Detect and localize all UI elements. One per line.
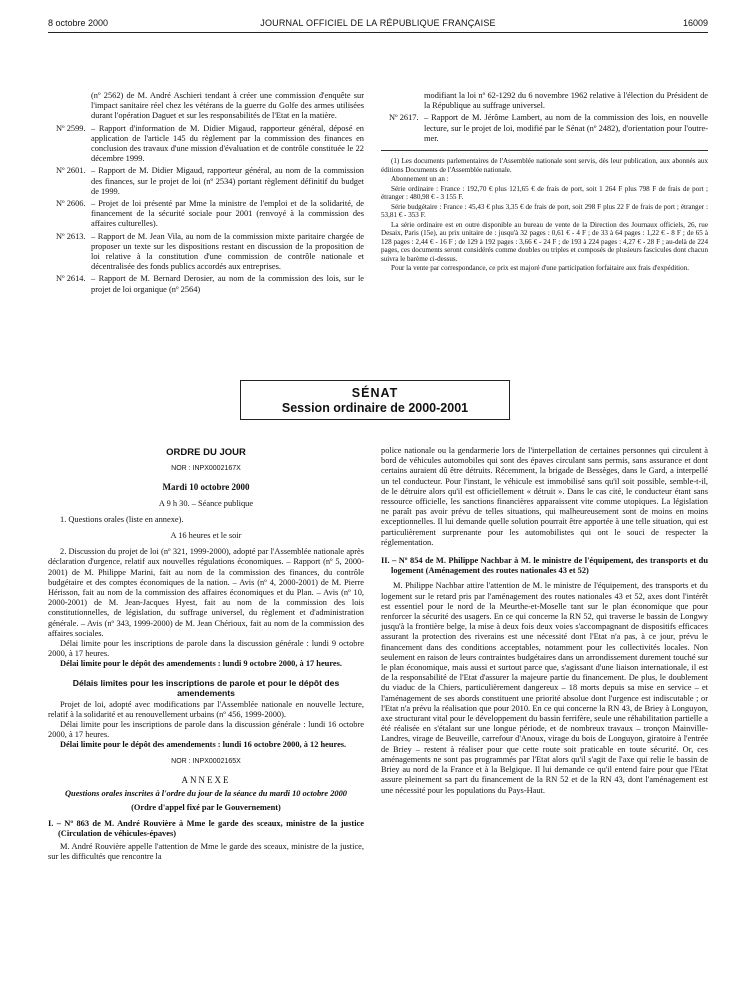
document-entry [48,274,364,294]
footnote-paragraph: Série budgétaire : France : 45,43 € plus 3,35 € de frais de port, soit 298 F plus 22 F de frais de port ; étranger : 53,81 € - 353 F. [381,202,708,220]
deadline-text: Délai limite pour le dépôt des amendements : lundi 9 octobre 2000, à 17 heures. [60,659,342,669]
page-number: 16009 [682,18,708,28]
entry-text: – Rapport de M. Didier Migaud, rapporteur général, au nom de la commission des finances, sur le projet de loi (nº 2534) portant règlement définitif du budget de 1999. [91,166,364,196]
question-text: police nationale ou la gendarmerie lors de l'interpellation de certaines personnes qui circulent à bord de véhicules automobiles qui sont des épaves circulant sans permis, sans assurance et dont certains auraient dû être détruits. Récemment, la brigade de Bessèges, dans le Gard, a interpellé un tel conducteur. Pour l'instant, le véhicule est immobilisé sans qu'il soit possible, semble-t-il, de le détruire alors qu'il est officiellement « détruit ». Dans le cas cité, le conducteur étant sans ressource officielle, les sanctions financières apparaissent vite comme utopiques. La législation ne paraît pas avoir prévu de telles situations, qui malheureusement sont de moins en moins exceptionnelles. Il lui demande quelle solution pourrait être apportée à une telle situation, qui est particulièrement surprenante pour les automobilistes qui ont le souci de respecter la réglementation. [381,446,708,547]
entry-text: – Projet de loi présenté par Mme la ministre de l'emploi et de la solidarité, de financement de la sécurité sociale pour 2001 (renvoyé à la commission des affaires culturelles). [91,199,364,229]
document-entry [48,232,364,273]
entry-number: Nº 2613. [56,231,86,241]
deadline-text: Délai limite pour les inscriptions de parole dans la discussion générale : lundi 9 octobre 2000, à 17 heures. [48,639,364,659]
deadlines-heading: Délais limites pour les inscriptions de parole et pour le dépôt des amendements [72,677,340,698]
entry-number: Nº 2601. [56,166,86,176]
footnote-paragraph: La série ordinaire est en outre disponible au bureau de vente de la Direction des Journaux officiels, 26, rue Desaix, Paris (15e), au prix unitaire de : jusqu'à 32 pages : 0,61 € - 4 F ; de 33 à 64 pages : 1,22 € - 8 F ; de 65 à 128 pages : 2,44 € - 16 F ; de 129 à 192 pages : 3,66 € - 24 F ; de 193 à 224 pages : 4,27 € - 28 F ; au-delà de 224 pages, ces documents seront considérés comme doubles ou triples et composés de plusieurs fascicules dont chacun suivra le barème ci-dessus. [381,220,708,263]
header-date: 8 octobre 2000 [48,18,109,28]
column-top-right [381,91,708,274]
session-time: A 9 h 30. – Séance publique [158,498,254,508]
session-time: A 16 heures et le soir [170,531,242,541]
journal-title: JOURNAL OFFICIEL DE LA RÉPUBLIQUE FRANÇAISE [260,18,496,28]
nor-reference: NOR : INPX0002165X [171,757,241,765]
senat-section-box [240,380,510,420]
footnote-paragraph: (1) Les documents parlementaires de l'Assemblée nationale sont servis, dès leur publication, aux abonnés aux éditions Documents de l'Assemblée nationale. [381,157,708,174]
question-text: M. Philippe Nachbar attire l'attention de M. le ministre de l'équipement, des transports et du logement sur le retard pris par l'aménagement des routes nationales 43 et 52, axes dont l'intérêt est essentiel pour le nord de la Meurthe-et-Moselle tant sur le plan économique que pour renforcer la sécurité des usagers. En ce qui concerne la RN 52, qui traverse le bassin de Longwy jusqu'à la frontière belge, la mise à deux fois deux voies s'accompagnant de dispositifs efficaces assurant la protection des riverains est une nécessité dont l'Etat n'a pas, à ce jour, prévu le financement dans des conditions acceptables, notamment pour les collectivités locales. Non seulement en raison de leurs contraintes budgétaires dans un arrondissement durement touché sur le plan économique, mais aussi et surtout parce que, s'agissant d'une liaison internationale, il est de la responsabilité de l'Etat d'assurer la majeure partie du financement. De plus, le doublement du viaduc de la Chiers, particulièrement dangereux – 18 morts depuis sa mise en service – et l'aménagement de ses abords constituent une priorité absolue dont l'urgence est indiscutable ; or l'Etat n'a prévu la réalisation que pour 2010. En ce qui concerne la RN 43, de Briey à Longuyon, axe structurant vital pour le développement du bassin ferrifère, seule une réhabilitation partielle a été réalisée en s'étalant sur une longue période, et de nombreux travaux – tronçon Mainville-Landres, virage de Beuveille, carrefour d'Anoux, virage du bois de Longuyon, giratoire à l'entrée de Briey – restent à réaliser pour que cette route soit praticable en toute sécurité. Or, ces aménagements ne sont pas programmés par l'Etat alors qu'il s'agit de l'axe qui relie le bassin de Briey au nord de la France et à la Belgique. Il lui demande ce qu'il entend faire pour que l'Etat assure pleinement sa part du financement de la RN 52 et de la RN 43, dont l'aménagement est une nécessité pour les populations du Pays-Haut. [381,581,708,795]
annexe-heading: ANNEXE [181,774,231,785]
entry-text: – Rapport de M. Bernard Derosier, au nom de la commission des lois, sur le projet de loi organique (nº 2564) [91,274,364,294]
column-bottom-left [48,446,364,862]
footnote-block [381,150,708,273]
column-bottom-right [381,446,708,796]
bill-text: Projet de loi, adopté avec modifications par l'Assemblée nationale en nouvelle lecture, relatif à la solidarité et au renouvellement urbains (nº 456, 1999-2000). [48,699,364,719]
question-heading: I. – Nº 863 de M. André Rouvière à Mme le garde des sceaux, ministre de la justice (Circulation de véhicules-épaves) [48,819,364,839]
entry-number: Nº 2614. [56,274,86,284]
entry-continuation: (nº 2562) de M. André Aschieri tendant à créer une commission d'enquête sur l'impact sanitaire réel chez les vétérans de la guerre du Golfe des armes utilisées durant l'opération Daguet et sur les responsabilités de l'Etat en la matière. [91,91,364,121]
document-entry [48,199,364,230]
document-entry [48,166,364,197]
agenda-item: 1. Questions orales (liste en annexe). [60,514,184,524]
entry-text: – Rapport d'information de M. Didier Migaud, rapporteur général, déposé en application de l'article 145 du règlement par la commission des finances en conclusion des travaux d'une mission d'évaluation et de contrôle constituée le 22 décembre 1999. [91,123,364,164]
call-order-note: (Ordre d'appel fixé par le Gouvernement) [131,803,281,813]
document-entry [48,124,364,165]
document-entry [381,113,708,144]
question-heading: II. – Nº 854 de M. Philippe Nachbar à M. le ministre de l'équipement, des transports et du logement (Aménagement des routes nationales 43 et 52) [381,556,708,576]
entry-number: Nº 2599. [56,123,86,133]
session-date: Mardi 10 octobre 2000 [162,482,250,493]
senat-subtitle: Session ordinaire de 2000-2001 [281,401,469,415]
deadline-text: Délai limite pour le dépôt des amendements : lundi 16 octobre 2000, à 12 heures. [60,740,347,750]
questions-title: Questions orales inscrites à l'ordre du jour de la séance du mardi 10 octobre 2000 [65,789,347,799]
column-top-left [48,91,364,297]
deadline-text: Délai limite pour les inscriptions de parole dans la discussion générale : lundi 16 octobre 2000, à 17 heures. [48,720,364,740]
nor-reference: NOR : INPX0002167X [171,465,241,473]
entry-text: – Rapport de M. Jérôme Lambert, au nom de la commission des lois, en nouvelle lecture, sur le projet de loi, modifié par le Sénat (nº 2482), d'orientation pour l'outre-mer. [424,113,708,143]
entry-number: Nº 2606. [56,199,86,209]
senat-title: SÉNAT [351,386,399,400]
footnote-paragraph: Abonnement un an : [391,175,449,184]
footnote-paragraph: Pour la vente par correspondance, ce prix est majoré d'une participation forfaitaire aux frais d'expédition. [391,264,690,273]
agenda-item: 2. Discussion du projet de loi (nº 321, 1999-2000), adopté par l'Assemblée nationale après déclaration d'urgence, relatif aux nouvelles régulations économiques. – Rapport (nº 5, 2000-2001) de M. Philippe Marini, fait au nom de la commission des finances, du contrôle budgétaire et des comptes économiques de la nation. – Avis (nº 4, 2000-2001) de M. Pierre Hérisson, fait au nom de la commission des affaires économiques et du Plan. – Avis (nº 10, 2000-2001) de M. Jean-Jacques Hyest, fait au nom de la commission des lois constitutionnelles, de législation, du suffrage universel, du règlement et d'administration générale. – Avis (nº 343, 1999-2000) de M. Jean Chérioux, fait au nom de la commission des affaires sociales. [48,547,364,638]
entry-continuation: modifiant la loi nº 62-1292 du 6 novembre 1962 relative à l'élection du Président de la République au suffrage universel. [424,91,708,111]
entry-text: – Rapport de M. Jean Vila, au nom de la commission mixte paritaire chargée de proposer un texte sur les dispositions restant en discussion de la proposition de loi relative à la constitution d'une commission de contrôle nationale et décentralisée des fonds publics accordés aux entreprises. [91,231,364,272]
header-rule [48,32,708,33]
question-text: M. André Rouvière appelle l'attention de Mme le garde des sceaux, ministre de la justice, sur les difficultés que rencontre la [48,841,364,861]
footnote-paragraph: Série ordinaire : France : 192,70 € plus 121,65 € de frais de port, soit 1 264 F plus 798 F de frais de port ; étranger : 480,98 € - 3 155 F. [381,184,708,202]
agenda-heading: ORDRE DU JOUR [166,447,246,458]
entry-number: Nº 2617. [389,113,419,123]
